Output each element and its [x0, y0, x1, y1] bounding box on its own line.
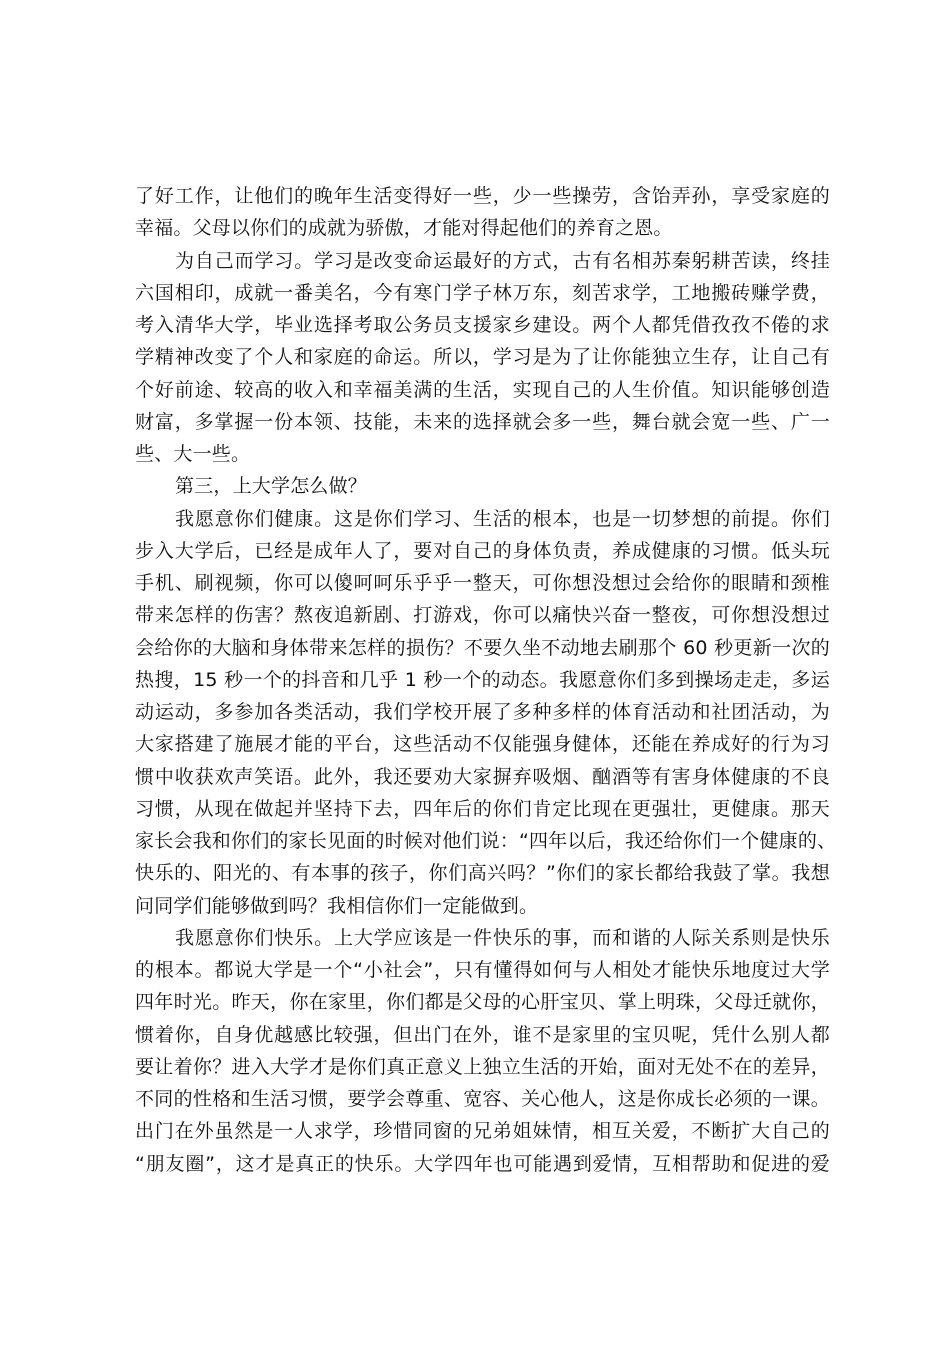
text-line: 要让着你？进入大学才是你们真正意义上独立生活的开始，面对无处不在的差异，	[135, 1055, 830, 1078]
text-line: 四年时光。昨天，你在家里，你们都是父母的心肝宝贝、掌上明珠，父母迁就你，	[135, 991, 830, 1014]
text-line: 大家搭建了施展才能的平台，这些活动不仅能强身健体，还能在养成好的行为习	[135, 733, 830, 756]
text-line: 出门在外虽然是一人求学，珍惜同窗的兄弟姐妹情，相互关爱，不断扩大自己的	[135, 1120, 830, 1143]
text-line: 考入清华大学，毕业选择考取公务员支援家乡建设。两个人都凭借孜孜不倦的求	[135, 314, 830, 336]
document-body	[135, 180, 837, 1180]
text-line: 了好工作，让他们的晚年生活变得好一些，少一些操劳，含饴弄孙，享受家庭的	[135, 185, 830, 207]
text-line: 会给你的大脑和身体带来怎样的损伤？不要久坐不动地去刷那个 60 秒更新一次的	[135, 636, 830, 659]
text-line: 动运动，多参加各类活动，我们学校开展了多种多样的体育活动和社团活动，为	[135, 701, 830, 723]
text-line: 第三，上大学怎么做？	[175, 475, 368, 498]
text-line: 家长会我和你们的家长见面的时候对他们说：“四年以后，我还给你们一个健康的、	[135, 830, 837, 852]
text-line: 我愿意你们健康。这是你们学习、生活的根本，也是一切梦想的前提。你们	[175, 507, 830, 530]
text-line: 学精神改变了个人和家庭的命运。所以，学习是为了让你能独立生存，让自己有	[135, 346, 830, 369]
text-line: 些、大一些。	[135, 443, 251, 465]
text-line: 为自己而学习。学习是改变命运最好的方式，古有名相苏秦躬耕苦读，终挂	[175, 249, 830, 272]
text-line: 习惯，从现在做起并坚持下去，四年后的你们肯定比现在更强壮，更健康。那天	[135, 797, 830, 820]
text-line: 问同学们能够做到吗？我相信你们一定能做到。	[135, 894, 539, 917]
text-line: 快乐的、阳光的、有本事的孩子，你们高兴吗？”你们的家长都给我鼓了掌。我想	[135, 862, 830, 885]
text-line: 财富，多掌握一份本领、技能，未来的选择就会多一些，舞台就会宽一些、广一	[135, 410, 830, 433]
text-line: “朋友圈”，这才是真正的快乐。大学四年也可能遇到爱情，互相帮助和促进的爱	[135, 1152, 830, 1175]
text-line: 幸福。父母以你们的成就为骄傲，才能对得起他们的养育之恩。	[135, 217, 673, 240]
text-line: 我愿意你们快乐。上大学应该是一件快乐的事，而和谐的人际关系则是快乐	[175, 926, 830, 949]
text-line: 惯着你，自身优越感比较强，但出门在外，谁不是家里的宝贝呢，凭什么别人都	[135, 1023, 830, 1046]
text-line: 带来怎样的伤害？熬夜追新剧、打游戏，你可以痛快兴奋一整夜，可你想没想过	[135, 604, 830, 627]
text-line: 步入大学后，已经是成年人了，要对自己的身体负责，养成健康的习惯。低头玩	[135, 539, 830, 562]
text-line: 的根本。都说大学是一个“小社会”，只有懂得如何与人相处才能快乐地度过大学	[135, 959, 830, 981]
text-line: 手机、刷视频，你可以傻呵呵乐乎乎一整天，可你想没想过会给你的眼睛和颈椎	[135, 572, 830, 594]
text-line: 惯中收获欢声笑语。此外，我还要劝大家摒弃吸烟、酗酒等有害身体健康的不良	[135, 765, 830, 788]
text-line: 不同的性格和生活习惯，要学会尊重、宽容、关心他人，这是你成长必须的一课。	[135, 1088, 830, 1110]
text-line: 热搜，15 秒一个的抖音和几乎 1 秒一个的动态。我愿意你们多到操场走走，多运	[135, 668, 830, 691]
text-line: 六国相印，成就一番美名，今有寒门学子林万东，刻苦求学，工地搬砖赚学费，	[135, 281, 830, 304]
text-line: 个好前途、较高的收入和幸福美满的生活，实现自己的人生价值。知识能够创造	[135, 378, 830, 401]
